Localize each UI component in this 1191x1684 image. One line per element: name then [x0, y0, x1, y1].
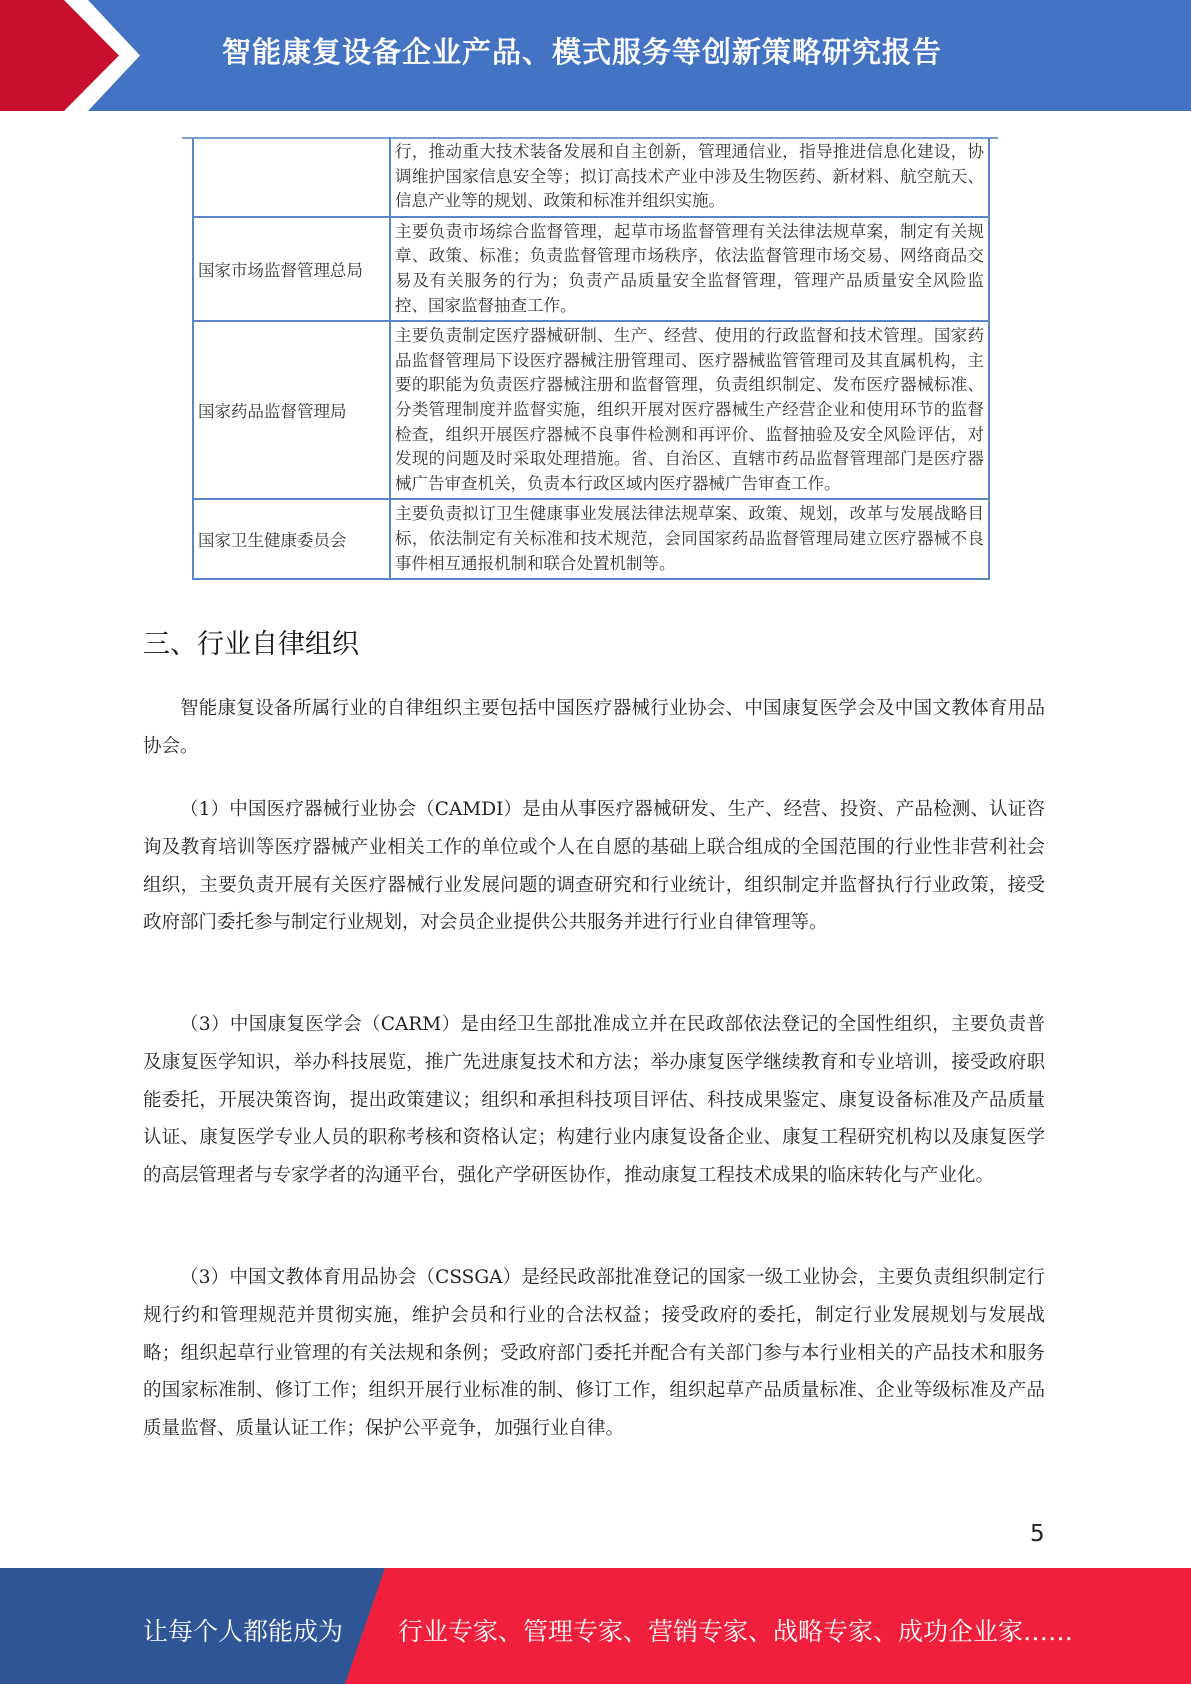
- body-paragraph: （3）中国文教体育用品协会（CSSGA）是经民政部批准登记的国家一级工业协会，主要负责组织制定行规行约和管理规范并贯彻实施，维护会员和行业的合法权益；接受政府的委托，制定行业发展规划与发展战略；组织起草行业管理的有关法规和条例；受政府部门委托并配合有关部门参与本行业相关的产品技术和服务的国家标准制、修订工作；组织开展行业标准的制、修订工作，组织起草产品质量标准、企业等级标准及产品质量监督、质量认证工作；保护公平竞争，加强行业自律。: [143, 1267, 1045, 1440]
- footer-slogan-left: 让每个人都能成为: [143, 1617, 344, 1646]
- report-title: 智能康复设备企业产品、模式服务等创新策略研究报告: [222, 35, 943, 69]
- header-chevron-decoration: [0, 0, 160, 111]
- table-row: [193, 138, 989, 217]
- table-cell-org: [193, 138, 390, 217]
- page-number: 5: [1030, 1521, 1045, 1547]
- page-footer: [0, 1568, 1191, 1684]
- table-cell-duty: 主要负责拟订卫生健康事业发展法律法规草案、政策、规划，改革与发展战略目标，依法制定有关标准和技术规范，会同国家药品监督管理局建立医疗器械不良事件相互通报机制和联合处置机制等。: [390, 499, 989, 579]
- table-cell-org: 国家卫生健康委员会: [193, 499, 390, 579]
- table-cell-duty: 行，推动重大技术装备发展和自主创新，管理通信业，指导推进信息化建设，协调维护国家信息安全等；拟订高技术产业中涉及生物医药、新材料、航空航天、信息产业等的规划、政策和标准并组织实施。: [390, 138, 989, 217]
- table-cell-org: 国家药品监督管理局: [193, 321, 390, 499]
- table-row: [193, 217, 989, 321]
- regulator-table: [192, 138, 990, 580]
- table-row: [193, 321, 989, 499]
- body-paragraph: （1）中国医疗器械行业协会（CAMDI）是由从事医疗器械研发、生产、经营、投资、产品检测、认证咨询及教育培训等医疗器械产业相关工作的单位或个人在自愿的基础上联合组成的全国范围的行业性非营利社会组织，主要负责开展有关医疗器械行业发展问题的调查研究和行业统计，组织制定并监督执行行业政策，接受政府部门委托参与制定行业规划，对会员企业提供公共服务并进行行业自律管理等。: [143, 799, 1045, 934]
- table-row: [193, 499, 989, 579]
- body-paragraph: 智能康复设备所属行业的自律组织主要包括中国医疗器械行业协会、中国康复医学会及中国文教体育用品协会。: [143, 698, 1045, 757]
- table-cell-org: 国家市场监督管理总局: [193, 217, 390, 321]
- section-heading: 三、行业自律组织: [143, 629, 359, 660]
- table-cell-duty: 主要负责市场综合监督管理，起草市场监督管理有关法律法规草案，制定有关规章、政策、标准；负责监督管理市场秩序，依法监督管理市场交易、网络商品交易及有关服务的行为；负责产品质量安全监督管理，管理产品质量安全风险监控、国家监督抽查工作。: [390, 217, 989, 321]
- page-header: [0, 0, 1191, 111]
- footer-slogan-right: 行业专家、管理专家、营销专家、战略专家、成功企业家……: [398, 1617, 1074, 1646]
- table-cell-duty: 主要负责制定医疗器械研制、生产、经营、使用的行政监督和技术管理。国家药品监督管理局下设医疗器械注册管理司、医疗器械监管管理司及其直属机构，主要的职能为负责医疗器械注册和监督管理，负责组织制定、发布医疗器械标准、分类管理制度并监督实施，组织开展对医疗器械生产经营企业和使用环节的监督检查，组织开展医疗器械不良事件检测和再评价、监督抽验及安全风险评估，对发现的问题及时采取处理措施。省、自治区、直辖市药品监督管理部门是医疗器械广告审查机关，负责本行政区域内医疗器械广告审查工作。: [390, 321, 989, 499]
- body-paragraph: （3）中国康复医学会（CARM）是由经卫生部批准成立并在民政部依法登记的全国性组织，主要负责普及康复医学知识，举办科技展览，推广先进康复技术和方法；举办康复医学继续教育和专业培训，接受政府职能委托，开展决策咨询，提出政策建议；组织和承担科技项目评估、科技成果鉴定、康复设备标准及产品质量认证、康复医学专业人员的职称考核和资格认定；构建行业内康复设备企业、康复工程研究机构以及康复医学的高层管理者与专家学者的沟通平台，强化产学研医协作，推动康复工程技术成果的临床转化与产业化。: [143, 1014, 1045, 1187]
